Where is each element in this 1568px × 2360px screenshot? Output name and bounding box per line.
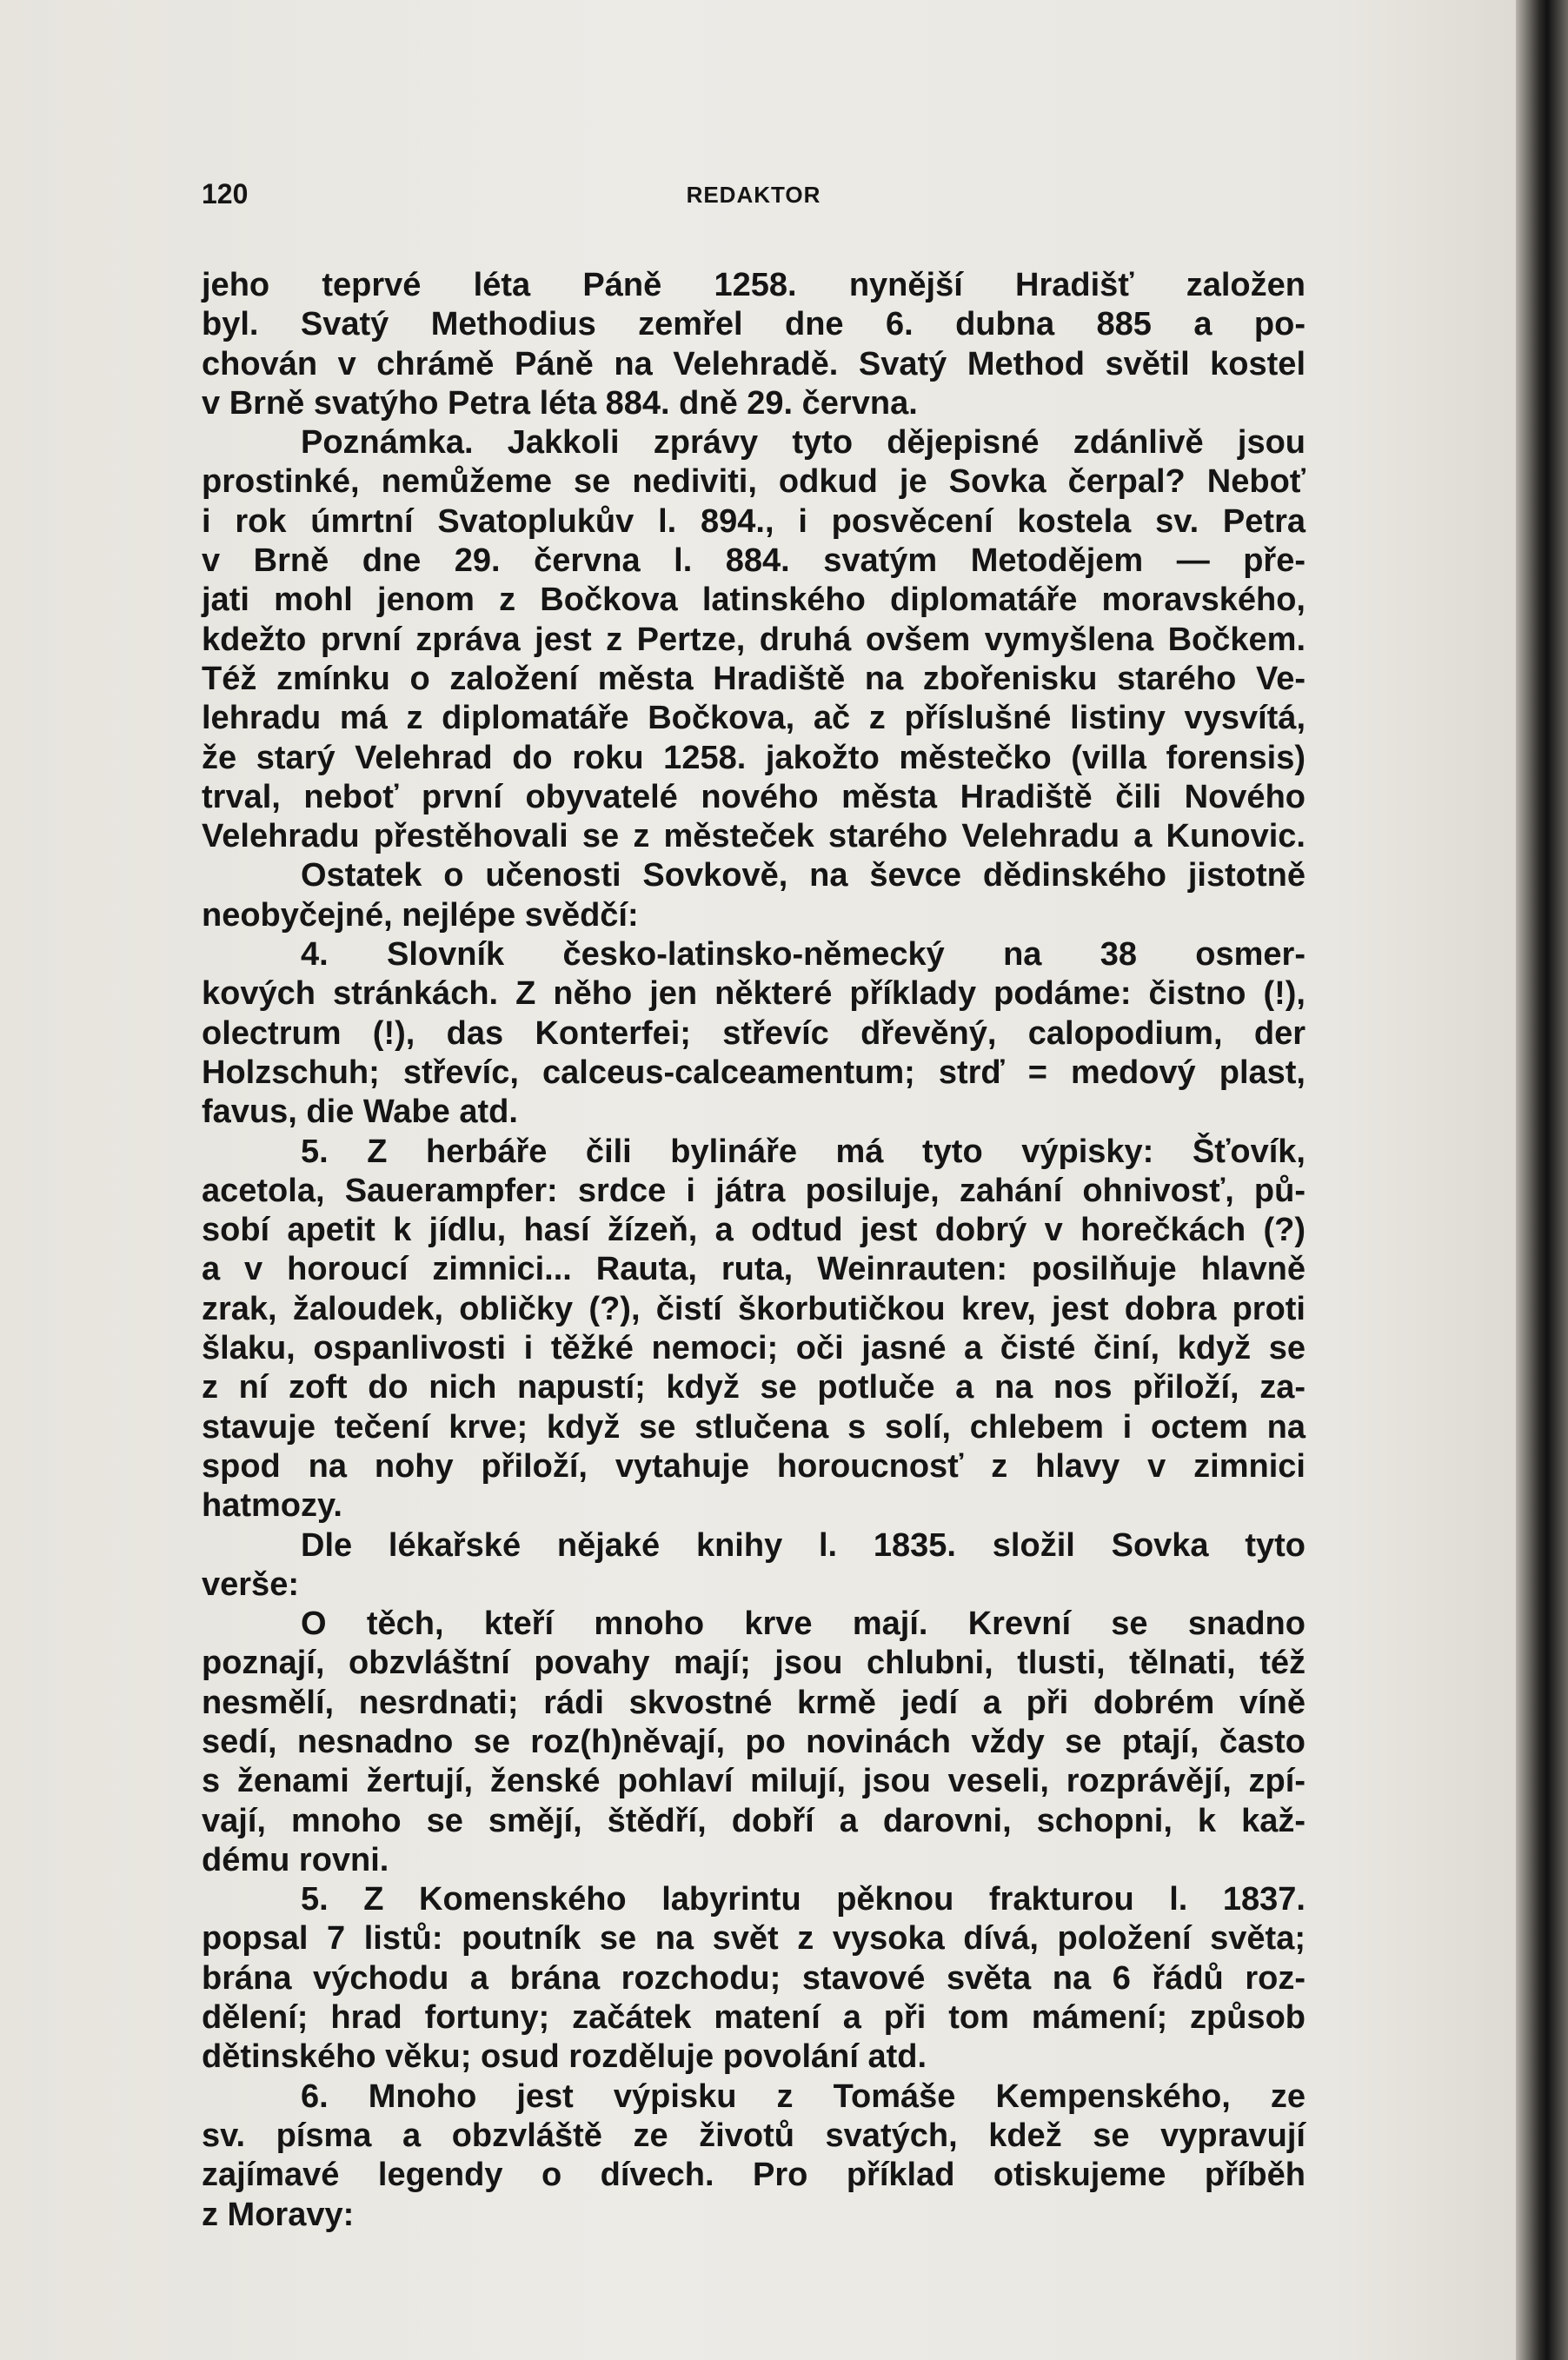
text-line: [202, 1290, 1306, 1329]
text-line: [202, 1526, 1306, 1566]
text-line: [202, 1368, 1306, 1407]
text-segment: Též zmínku o založení města Hradiště na zbořenisku starého Ve-: [202, 660, 1306, 697]
text-segment: trval, neboť první obyvatelé nového města Hradiště čili Nového: [202, 778, 1306, 815]
text-line: [202, 581, 1306, 620]
text-line: [202, 2077, 1306, 2117]
text-line: [202, 2117, 1306, 2156]
text-segment: jati mohl jenom z Bočkova latinského diplomatáře moravského,: [202, 582, 1306, 619]
text-line: [202, 1723, 1306, 1762]
text-segment: Velehradu přestěhovali se z městeček starého Velehradu a Kunovic.: [202, 818, 1306, 855]
text-segment: sedí, nesnadno se roz(h)něvají, po novinách vždy se ptají, často: [202, 1723, 1306, 1760]
text-segment: favus, die Wabe atd.: [202, 1094, 518, 1131]
text-segment: prostinké, nemůžeme se nediviti, odkud je Sovka čerpal? Neboť: [202, 463, 1306, 501]
text-segment: verše:: [202, 1566, 299, 1603]
text-segment: chován v chrámě Páně na Velehradě. Svatý Method světil kostel: [202, 345, 1306, 382]
page-header: [202, 178, 1306, 213]
text-line: [202, 699, 1306, 738]
text-line: [202, 1880, 1306, 1919]
text-segment: a v horoucí zimnici... Rauta, ruta, Weinrauten: posilňuje hlavně: [202, 1251, 1306, 1288]
text-segment: stavuje tečení krve; když se stlučena s solí, chlebem i octem na: [202, 1408, 1306, 1446]
text-line: [202, 502, 1306, 542]
book-spine-shadow: [1516, 0, 1568, 2360]
text-segment: lehradu má z diplomatáře Bočkova, ač z příslušné listiny vysvítá,: [202, 700, 1306, 737]
running-title: REDAKTOR: [686, 182, 821, 208]
text-segment: kových stránkách. Z něho jen některé příklady podáme: čistno (!),: [202, 975, 1306, 1013]
text-line: [202, 1014, 1306, 1054]
text-segment: v Brně dne 29. června l. 884. svatým Metodějem — pře-: [202, 542, 1306, 580]
text-segment: i rok úmrtní Svatoplukův l. 894., i posvěcení kostela sv. Petra: [202, 502, 1306, 540]
text-segment: O těch, kteří mnoho krve mají. Krevní se snadno: [301, 1605, 1306, 1643]
text-line: [202, 1329, 1306, 1368]
text-segment: olectrum (!), das Konterfei; střevíc dřevěný, calopodium, der: [202, 1014, 1306, 1052]
text-segment: 5. Z herbáře čili bylináře má tyto výpisky: Šťovík,: [301, 1133, 1306, 1170]
text-line: [202, 974, 1306, 1014]
text-segment: jeho teprvé léta Páně 1258. nynější Hradišť založen: [202, 267, 1306, 303]
text-segment: z Moravy:: [202, 2196, 355, 2233]
text-segment: dému rovni.: [202, 1841, 389, 1878]
text-segment: vají, mnoho se smějí, štědří, dobří a darovni, schopni, k kaž-: [202, 1802, 1306, 1839]
text-segment: Poznámka. Jakkoli zprávy tyto dějepisné zdánlivě jsou: [301, 424, 1306, 462]
text-line: [202, 1054, 1306, 1093]
body-text: [202, 266, 1306, 2235]
text-line: [202, 1093, 1306, 1132]
text-segment: acetola, Sauerampfer: srdce i játra posiluje, zahání ohnivosť, pů-: [202, 1172, 1306, 1209]
text-line: [202, 739, 1306, 778]
text-line: [202, 1486, 1306, 1526]
text-line: [202, 1447, 1306, 1486]
text-segment: 4. Slovník česko-latinsko-německý na 38 osmer-: [301, 936, 1306, 974]
text-segment: zajímavé legendy o dívech. Pro příklad otiskujeme příběh: [202, 2157, 1306, 2194]
text-line: [202, 778, 1306, 817]
text-line: [202, 1566, 1306, 1605]
text-line: [202, 1172, 1306, 1211]
page-number: 120: [202, 178, 249, 209]
text-line: [202, 1605, 1306, 1644]
text-line: [202, 462, 1306, 502]
text-segment: spod na nohy přiloží, vytahuje horoucnosť z hlavy v zimnici: [202, 1447, 1306, 1485]
text-line: [202, 2038, 1306, 2077]
text-line: [202, 1841, 1306, 1880]
text-line: [202, 621, 1306, 660]
text-line: [202, 542, 1306, 581]
text-segment: Dle lékařské nějaké knihy l. 1835. složil Sovka tyto: [301, 1526, 1306, 1564]
text-segment: hatmozy.: [202, 1487, 342, 1525]
text-line: [202, 817, 1306, 856]
text-line: [202, 2156, 1306, 2195]
text-segment: dětinského věku; osud rozděluje povolání atd.: [202, 2038, 927, 2076]
text-line: [202, 384, 1306, 423]
text-segment: sobí apetit k jídlu, hasí žízeň, a odtud jest dobrý v horečkách (?): [202, 1212, 1306, 1249]
text-line: [202, 423, 1306, 462]
text-segment: Holzschuh; střevíc, calceus-calceamentum; strď = medový plast,: [202, 1054, 1306, 1091]
text-segment: nesmělí, nesrdnati; rádi skvostné krmě jedí a při dobrém víně: [202, 1684, 1306, 1721]
text-line: [202, 856, 1306, 895]
text-segment: Ostatek o učenosti Sovkově, na ševce dědinského jistotně: [301, 857, 1306, 894]
text-segment: brána východu a brána rozchodu; stavové světa na 6 řádů roz-: [202, 1959, 1306, 1997]
text-line: [202, 1250, 1306, 1289]
text-segment: 6. Mnoho jest výpisku z Tomáše Kempenského, ze: [301, 2077, 1306, 2115]
text-line: [202, 266, 1306, 305]
text-line: [202, 935, 1306, 974]
text-line: [202, 2196, 1306, 2235]
text-line: [202, 345, 1306, 384]
text-segment: poznají, obzvláštní povahy mají; jsou chlubni, tlusti, tělnati, též: [202, 1645, 1306, 1682]
text-segment: v Brně svatýho Petra léta 884. dně 29. června.: [202, 384, 918, 422]
text-line: [202, 1408, 1306, 1447]
text-line: [202, 305, 1306, 344]
text-line: [202, 1998, 1306, 2038]
text-line: [202, 1684, 1306, 1723]
text-line: [202, 1762, 1306, 1801]
text-segment: neobyčejné, nejlépe svědčí:: [202, 896, 639, 934]
text-line: [202, 1802, 1306, 1841]
text-segment: 5. Z Komenského labyrintu pěknou frakturou l. 1837.: [301, 1881, 1306, 1918]
text-segment: byl. Svatý Methodius zemřel dne 6. dubna 885 a po-: [202, 306, 1306, 343]
text-segment: sv. písma a obzvláště ze životů svatých, kdež se vypravují: [202, 2117, 1306, 2154]
text-line: [202, 660, 1306, 699]
text-segment: dělení; hrad fortuny; začátek matení a při tom mámení; způsob: [202, 1999, 1306, 2037]
text-segment: z ní zoft do nich napustí; když se potluče a na nos přiloží, za-: [202, 1369, 1306, 1406]
text-segment: zrak, žaloudek, obličky (?), čistí škorbutičkou krev, jest dobra proti: [202, 1290, 1306, 1327]
text-line: [202, 1959, 1306, 1998]
text-line: [202, 1644, 1306, 1683]
text-segment: s ženami žertují, ženské pohlaví milují, jsou veseli, rozprávějí, zpí-: [202, 1763, 1306, 1800]
text-segment: kdežto první zpráva jest z Pertze, druhá ovšem vymyšlena Bočkem.: [202, 621, 1306, 658]
text-segment: popsal 7 listů: poutník se na svět z vysoka dívá, položení světa;: [202, 1920, 1306, 1958]
text-line: [202, 896, 1306, 935]
text-segment: že starý Velehrad do roku 1258. jakožto městečko (villa forensis): [202, 739, 1306, 776]
text-line: [202, 1133, 1306, 1172]
text-segment: šlaku, ospanlivosti i těžké nemoci; oči jasné a čisté činí, když se: [202, 1330, 1306, 1367]
text-line: [202, 1211, 1306, 1250]
text-line: [202, 1919, 1306, 1958]
